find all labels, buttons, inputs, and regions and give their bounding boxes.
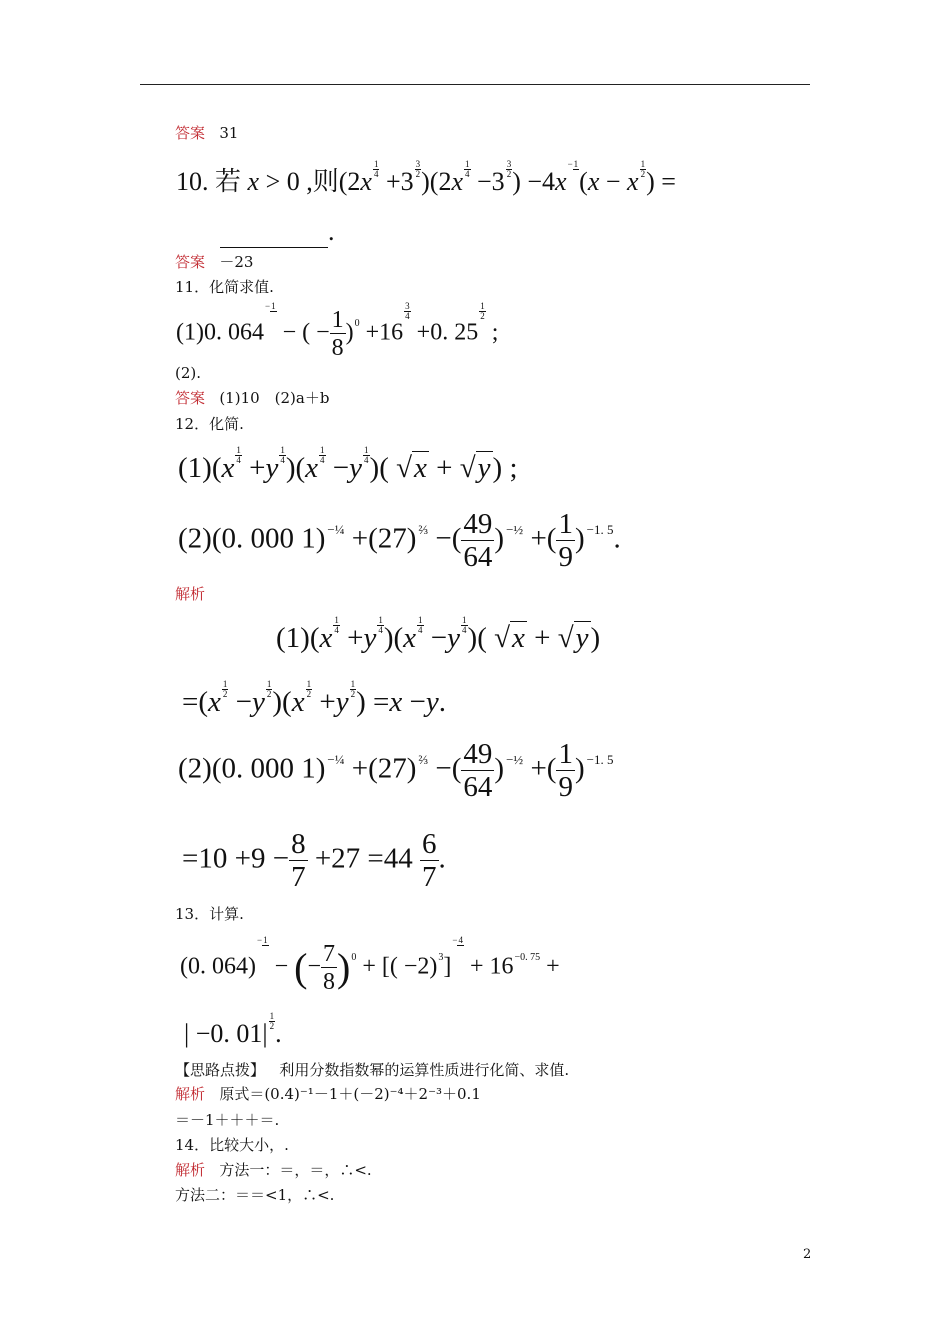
formula-13-line2: | −0. 01| $\frac{1}{2}$ . xyxy=(184,1011,282,1048)
answer-value: 31 xyxy=(219,124,239,142)
answer-label: 答案 xyxy=(175,253,206,271)
question-14-title: 14．比较大小，. xyxy=(175,1136,289,1154)
page-number: 2 xyxy=(803,1247,812,1262)
solution-14 xyxy=(175,1160,372,1180)
solution-13-line2: ＝－1＋＋＋＝. xyxy=(175,1111,280,1129)
answer-blank: . xyxy=(220,216,335,248)
question-text: 若 xyxy=(215,167,242,196)
answer-value: (1)10 (2)a＋b xyxy=(219,389,330,407)
question-13-title: 13．计算. xyxy=(175,905,244,923)
solution-text: 原式＝(0.4)⁻¹－1＋(－2)⁻⁴＋2⁻³＋0.1 xyxy=(219,1085,481,1103)
solution-12-label: 解析 xyxy=(175,585,206,603)
answer-10 xyxy=(175,252,253,272)
hint-label: 【思路点拨】 xyxy=(175,1061,266,1079)
question-text: 则 xyxy=(312,167,339,196)
answer-11 xyxy=(175,388,329,408)
question-11-part2: (2). xyxy=(175,364,202,382)
solution-12-line4: =10 +9 − $\frac{8}{7}$ +27 =44 $\frac{6}{7}$ . xyxy=(182,828,446,893)
formula-11-1: (1)0. 064−1 − ( − $\frac{1}{8}$ )$^0$ +16 $\frac{3}{4}$ +0. 25 $\frac{1}{2}$ ; xyxy=(176,301,499,361)
answer-label: 答案 xyxy=(175,124,206,142)
answer-label: 答案 xyxy=(175,389,206,407)
question-12-title: 12．化简. xyxy=(175,415,244,433)
solution-text: 方法一：＝，＝，∴<. xyxy=(219,1161,372,1179)
formula-12-1: (1)(x $\frac{1}{4}$ +y $\frac{1}{4}$ )(x $\frac{1}{4}$ −y $\frac{1}{4}$ )( √x + √y) ; xyxy=(178,445,518,484)
hint-text: 利用分数指数幂的运算性质进行化简、求值. xyxy=(279,1061,570,1079)
solution-label: 解析 xyxy=(175,1085,206,1103)
question-10: 10. 若 x > 0 ,则(2x $\frac{1}{4}$ +3 $\frac{3}{2}$ )(2x $\frac{1}{4}$ −3 $\frac{3}{2}$ ) −4x−1(x − x $\frac{1}{2}$ ) = xyxy=(176,159,676,196)
answer-value: －23 xyxy=(219,253,254,271)
answer-9 xyxy=(175,123,238,143)
solution-14-line2: 方法二：＝＝<1，∴<. xyxy=(175,1186,335,1204)
hint xyxy=(175,1060,569,1080)
solution-12-line2: =(x $\frac{1}{2}$ −y $\frac{1}{2}$ )(x $\frac{1}{2}$ +y $\frac{1}{2}$ ) =x −y. xyxy=(182,679,446,718)
formula-13-line1: (0. 064)−1 − (− $\frac{7}{8}$ )$^0$ + [( $-2)^3]-4 + 16^{-0. 75}$ + xyxy=(180,935,560,995)
question-number: 10. xyxy=(176,167,209,196)
header-rule xyxy=(140,84,810,85)
formula-12-2: (2)(0. 000 1) $^{-\frac{1}{4}}$ +(27) $^{\frac{2}{3}}$ −( $\frac{49}{64}$ ) $^{-\frac{1}{2}}$ +( $\frac{1}{9}$ ) $^{-1. 5}$. xyxy=(178,508,621,573)
solution-13 xyxy=(175,1084,481,1104)
solution-12-line3: (2)(0. 000 1) $^{-\frac{1}{4}}$ +(27) $^{\frac{2}{3}}$ −( $\frac{49}{64}$ ) $^{-\frac{1}{2}}$ +( $\frac{1}{9}$ ) $^{-1. 5}$ xyxy=(178,738,614,803)
solution-12-line1: (1)(x $\frac{1}{4}$ +y $\frac{1}{4}$ )(x $\frac{1}{4}$ −y $\frac{1}{4}$ )( √x + √y) xyxy=(276,615,601,654)
question-11-title: 11．化简求值. xyxy=(175,278,274,296)
solution-label: 解析 xyxy=(175,1161,206,1179)
